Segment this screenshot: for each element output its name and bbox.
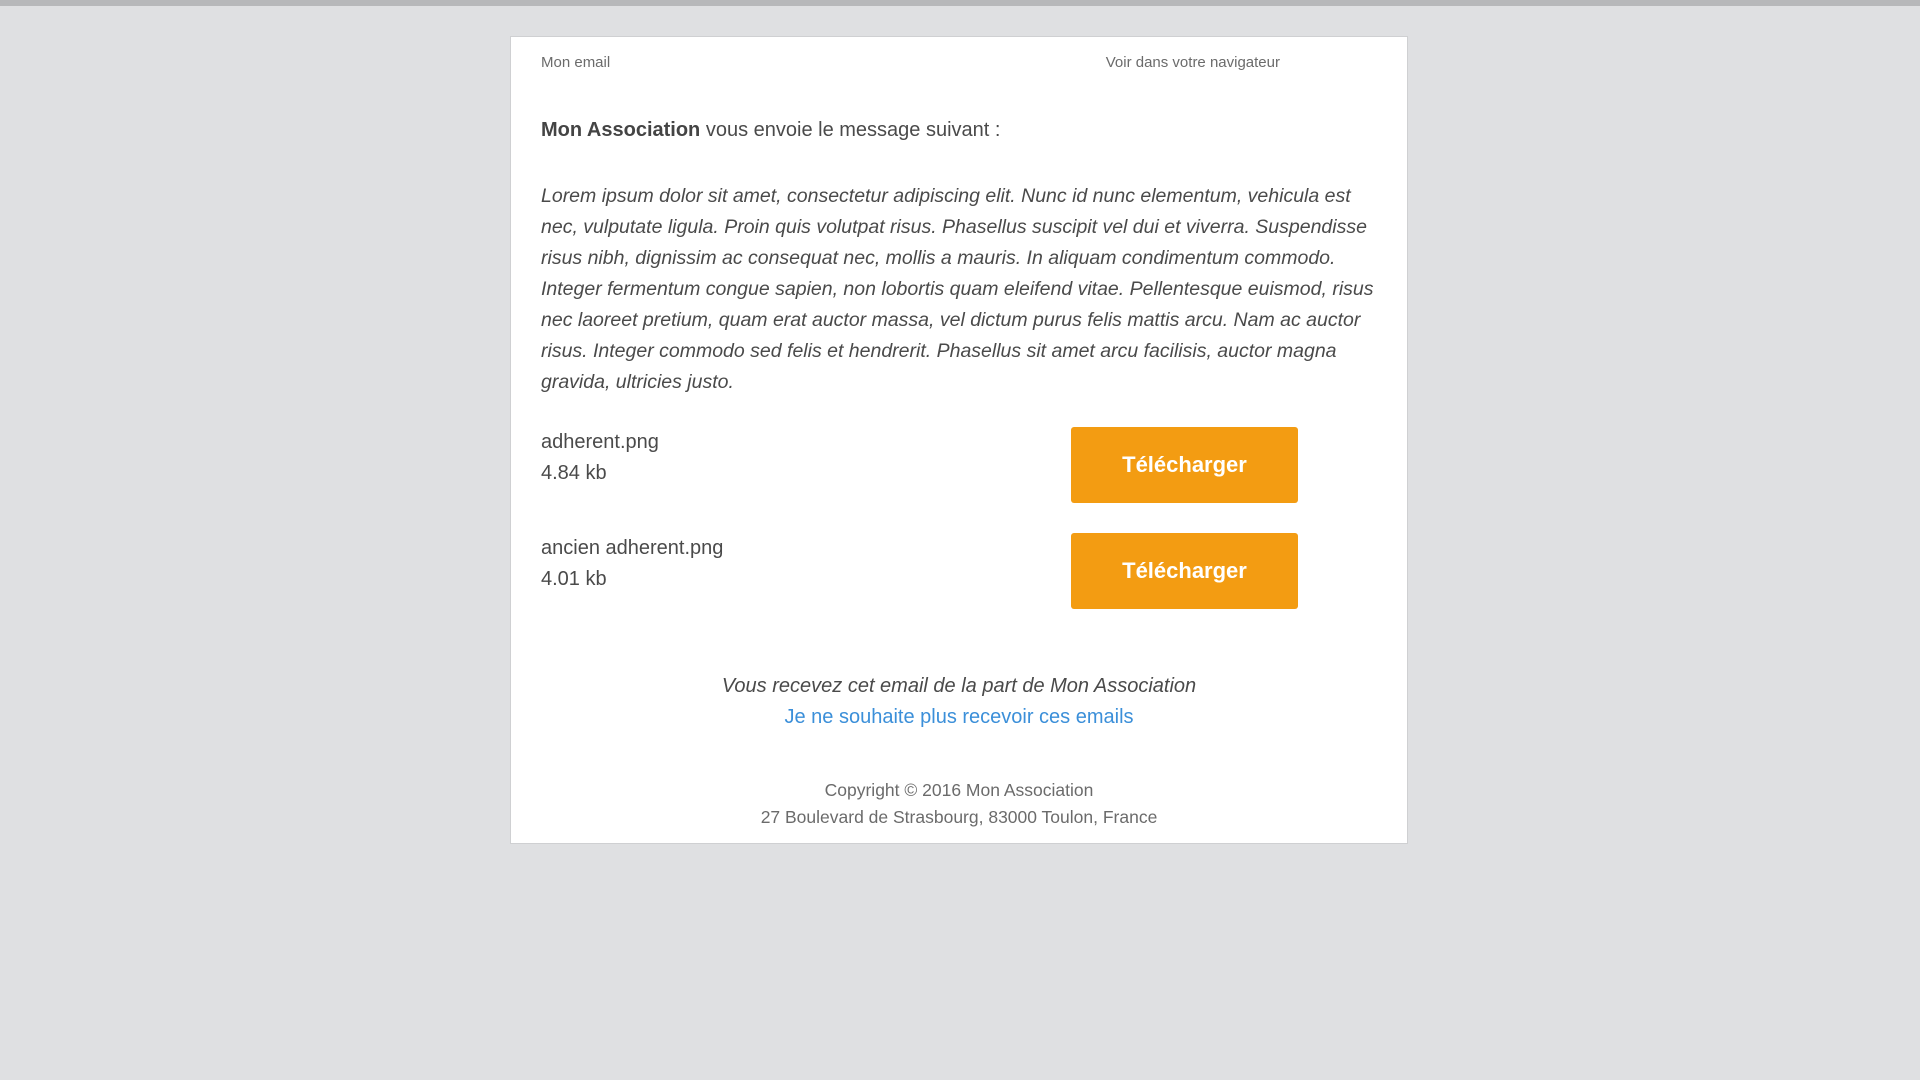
footer-note bbox=[511, 671, 1407, 733]
download-button[interactable]: Télécharger bbox=[1071, 533, 1298, 609]
file-name: adherent.png bbox=[541, 431, 659, 453]
unsubscribe-link[interactable]: Je ne souhaite plus recevoir ces emails bbox=[784, 706, 1134, 728]
attachment-item bbox=[541, 427, 1298, 503]
intro-line bbox=[541, 119, 1000, 142]
download-button[interactable]: Télécharger bbox=[1071, 427, 1298, 503]
email-card bbox=[510, 36, 1408, 844]
footer-sender-line: Vous recevez cet email de la part de Mon Association bbox=[721, 675, 1197, 697]
address-text: 27 Boulevard de Strasbourg, 83000 Toulon, France bbox=[760, 807, 1158, 827]
preheader bbox=[541, 54, 1280, 71]
copyright-text: Copyright © 2016 Mon Association bbox=[824, 780, 1094, 800]
legal-footer bbox=[511, 777, 1407, 831]
file-name: ancien adherent.png bbox=[541, 537, 724, 559]
message-body: Lorem ipsum dolor sit amet, consectetur adipiscing elit. Nunc id nunc elementum, vehicula est nec, vulputate ligula. Proin quis volutpat risus. Phasellus suscipit vel dui et viverra. Suspendisse risus nibh, dignissim ac consequat nec, mollis a mauris. In aliquam condimentum commodo. Integer fermentum congue sapien, non lobortis quam eleifend vitae. Pellentesque euismod, risus nec laoreet pretium, quam erat auctor massa, vel dictum purus felis mattis arcu. Nam ac auctor risus. Integer commodo sed felis et hendrerit. Phasellus sit amet arcu facilisis, auctor magna gravida, ultricies justo. bbox=[541, 185, 1374, 393]
intro-text: vous envoie le message suivant : bbox=[705, 119, 1001, 141]
file-info bbox=[541, 427, 659, 489]
view-in-browser-link[interactable]: Voir dans votre navigateur bbox=[1105, 54, 1280, 71]
top-bar bbox=[0, 0, 1920, 6]
attachment-item bbox=[541, 533, 1298, 609]
preheader-label: Mon email bbox=[541, 54, 611, 71]
file-size: 4.84 kb bbox=[541, 462, 607, 484]
sender-name: Mon Association bbox=[541, 119, 701, 141]
file-info bbox=[541, 533, 723, 595]
file-size: 4.01 kb bbox=[541, 568, 607, 590]
